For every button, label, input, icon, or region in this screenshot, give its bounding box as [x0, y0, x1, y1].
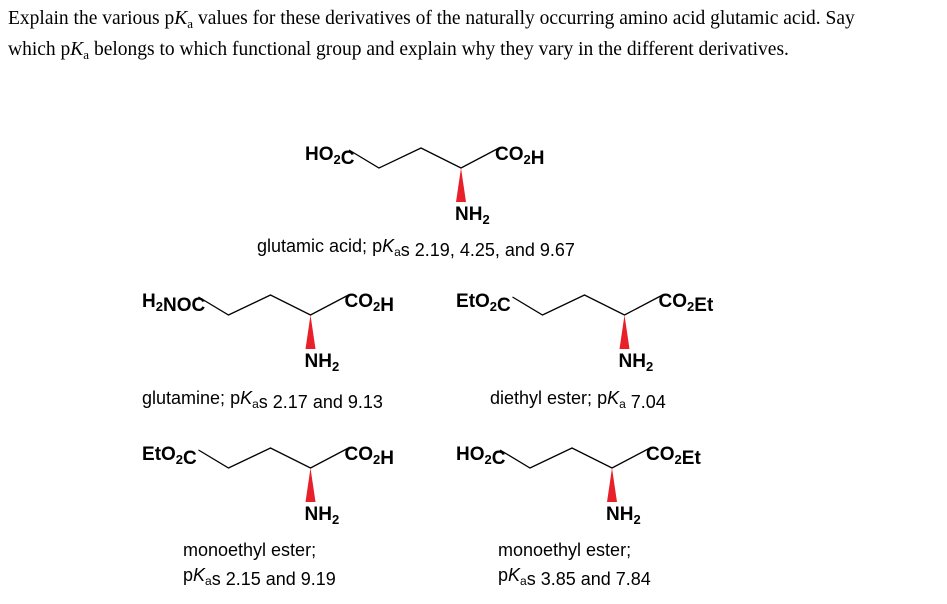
carbon-chain-bonds: [199, 448, 349, 468]
caption-line-1: glutamine; $pK_as$ 2.17 and 9.13: [142, 388, 383, 412]
left-group-label: $HO_2C$: [456, 444, 506, 469]
molecule-4: [142, 444, 394, 589]
wedge-bond: [306, 315, 316, 349]
left-group-label: $H_2NOC$: [142, 291, 206, 316]
amine-label: $NH_2$: [304, 504, 340, 527]
caption-line-1: diethyl ester; $pK_a$ 7.04: [490, 388, 666, 412]
caption-line-1: monoethyl ester;: [498, 540, 632, 560]
molecule-3: [456, 291, 714, 412]
right-group-label: $CO_2H$: [344, 291, 394, 316]
carbon-chain-bonds: [349, 148, 499, 168]
amine-label: $NH_2$: [618, 351, 654, 374]
wedge-bond: [456, 168, 466, 202]
left-group-label: EtO$_2$C: [142, 444, 197, 469]
carbon-chain-bonds: [500, 448, 650, 468]
caption-line-2: $pK_as$ 2.15 and 9.19: [183, 565, 336, 589]
carbon-chain-bonds: [513, 295, 663, 315]
question-line-1: Explain the various $pK_a$ values for these derivatives of the naturally occurring amino acid glutamic acid. Say: [8, 8, 855, 31]
amine-label: $NH_2$: [304, 351, 340, 374]
caption-line-1: monoethyl ester;: [183, 540, 317, 560]
wedge-bond: [620, 315, 630, 349]
left-group-label: $HO_2C$: [305, 144, 355, 169]
wedge-bond: [607, 468, 617, 502]
caption-line-2: $pK_as$ 3.85 and 7.84: [498, 565, 651, 589]
carbon-chain-bonds: [199, 295, 349, 315]
right-group-label: $CO_2H$: [495, 144, 545, 169]
right-group-label: $CO_2Et$: [658, 291, 714, 316]
caption-line-1: glutamic acid; $pK_as$ 2.19, 4.25, and 9.67: [257, 236, 575, 260]
amine-label: $NH_2$: [455, 204, 490, 227]
left-group-label: EtO$_2$C: [456, 291, 511, 316]
molecule-2: [142, 291, 394, 412]
molecule-1: [257, 144, 575, 260]
wedge-bond: [306, 468, 316, 502]
question-line-2: which $pK_a$ belongs to which functional group and explain why they vary in the different derivatives.: [8, 39, 789, 62]
molecule-5: [456, 444, 701, 589]
right-group-label: $CO_2Et$: [646, 444, 701, 469]
amine-label: $NH_2$: [606, 504, 641, 527]
right-group-label: $CO_2H$: [344, 444, 394, 469]
